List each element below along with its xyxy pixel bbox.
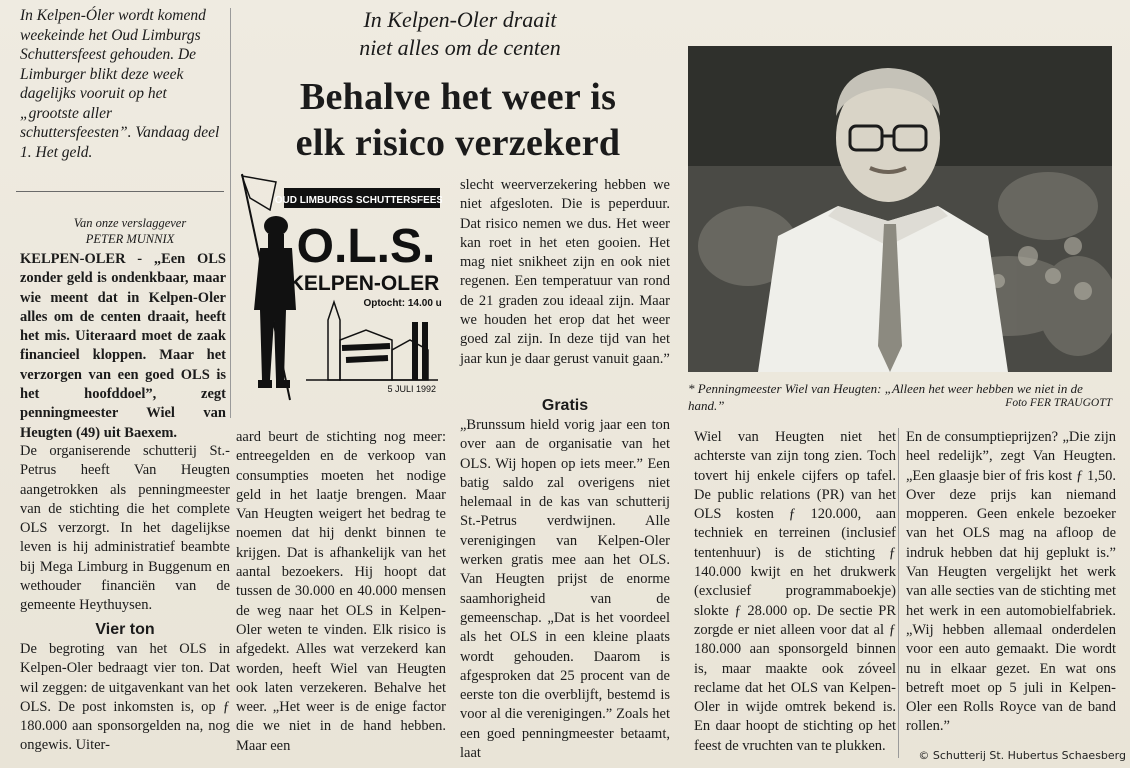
headline	[238, 74, 678, 166]
column-2-top: slecht weerverzekering hebben we niet afgesloten. Die is peperduur. Dat risico nemen we dus. Het weer kan roet in het eten gooien. Het mag niet snikheet zijn en ook niet regenen. Een temperatuur van rond de 21 graden zou ideaal zijn. Maar we houden het erop dat het weer goed zal zijn. In deze tijd van het jaar kun je daar gerust vanuit gaan.”	[460, 177, 670, 367]
ols-logo	[236, 170, 442, 410]
column-rule	[230, 8, 231, 418]
photo-credit: Foto FER TRAUGOTT	[1005, 397, 1112, 409]
column-3-body: aard beurt de stichting nog meer: entreegelden en de verkoop van consumpties moeten het nodige geld in het laatje brengen. Maar Van Heugten weigert het bedrag te noemen dat hij denkt binnen te krijgen. Dat is afhankelijk van het aantal bezoekers. Hij hoopt dat tussen de 30.000 en 40.000 mensen de weg naar het OLS in Kelpen-Oler weten te vinden. Elk risico is afgedekt. Alles wat verzekerd kan worden, heeft Wiel van Heugten ook laten verzekeren. Behalve het weer. „Het weer is de enige factor die we niet in de hand hebben. Maar een	[236, 429, 446, 754]
kicker-line-1: In Kelpen-Oler draait	[363, 7, 557, 32]
village-skyline	[306, 302, 438, 380]
column-2-bottom: „Brunssum hield vorig jaar een ton over aan de organisatie van het OLS. Wij hopen op iets meer.” Een batig saldo zal overigens niet helemaal in de kas van schutterij St.-Petrus verdwijnen. Alle verenigingen van Kelpen-Oler werken gratis mee aan het OLS. Van Heugten prijst de enorme saamhorigheid van de gemeenschap. „Dat is het voordeel als het OLS in een kleine plaats wordt gehouden. Daarom is afgesproken dat 25 procent van de eerste ton die overblijft, bestemd is voor al die verenigingen.” Zoals het een goed penningmeester betaamt, laat	[460, 417, 670, 762]
byline	[40, 215, 220, 247]
photo-caption: * Penningmeester Wiel van Heugten: „Alleen het weer hebben we niet in de hand.”	[688, 381, 1083, 413]
logo-title: O.L.S.	[296, 220, 436, 273]
photo-penningmeester	[688, 46, 1112, 372]
lead-paragraph: KELPEN-OLER - „Een OLS zonder geld is ondenkbaar, maar wie meent dat in Kelpen-Oler alles om de centen draait, heeft het mis. Uiteraard moet de zaak financieel kloppen. Maar het verzorgen van een goed OLS is het hoofddoel”, zegt penningmeester Wiel van Heugten (49) uit Baexem.	[20, 251, 226, 441]
byline-author: PETER MUNNIX	[85, 232, 175, 246]
subhead-gratis: Gratis	[541, 397, 589, 414]
subhead-vier-ton: Vier ton	[95, 621, 155, 638]
column-rule	[898, 428, 899, 758]
flag	[242, 176, 276, 210]
marksman-figure	[254, 216, 296, 388]
column-1-body: De organiserende schutterij St.-Petrus heeft Van Heugten aangetrokken als penningmeester van de stichting die het complete OLS verzorgt. In het dagelijkse leven is hij administratief beambte bij Mega Limburg in Buggenum en wethouder financiën van de gemeente Heythuysen.	[20, 443, 230, 614]
headline-line-1: Behalve het weer is	[299, 76, 617, 118]
divider	[16, 191, 224, 192]
headline-line-2: elk risico verzekerd	[295, 122, 621, 164]
ols-logo-graphic	[236, 170, 442, 410]
column-5-body: En de consumptieprijzen? „Die zijn heel redelijk”, zegt Van Heugten. „Een glaasje bier of fris kost ƒ 1,50. Over deze prijs kan niemand mopperen. Geen enkele bezoeker van het OLS mag na afloop de indruk hebben dat hij geplukt is.” Van Heugten vergelijkt het werk van alle secties van de stichting met het werk in een automobielfabriek. „Wij hebben allemaal onderdelen voor een auto gemaakt. Die wordt nu in elkaar gezet. En wat ons betreft moet op 5 juli in Kelpen-Oler een Rolls Royce van de band rollen.”	[906, 429, 1116, 735]
byline-role: Van onze verslaggever	[73, 216, 187, 230]
intro-text: In Kelpen-Óler wordt komend weekeinde het Oud Limburgs Schuttersfeest gehouden. De Limburger blikt deze week dagelijks vooruit op het „grootste aller schuttersfeesten”. Vandaag deel 1. Het geld.	[20, 7, 220, 161]
logo-optocht: Optocht: 14.00 u.	[363, 298, 442, 309]
photo-graphic	[688, 46, 1112, 372]
kicker-line-2: niet alles om de centen	[359, 35, 561, 60]
logo-date: 5 JULI 1992	[387, 384, 436, 394]
column-1-end: De begroting van het OLS in Kelpen-Oler bedraagt vier ton. Dat wil zeggen: de uitgavenkant van het OLS. De post inkomsten is, op ƒ 180.000 aan sponsorgelden na, nog ongewis. Uiter-	[20, 641, 230, 754]
logo-place: KELPEN-OLER	[288, 272, 440, 295]
kicker	[290, 6, 630, 62]
copyright-notice: © Schutterij St. Hubertus Schaesberg	[918, 749, 1126, 762]
column-4-body: Wiel van Heugten niet het achterste van zijn tong zien. Toch tovert hij enkele cijfers op tafel. De public relations (PR) van het OLS kosten ƒ 120.000, aan techniek en terreinen (inclusief tentenhuur) is de stichting ƒ 140.000 kwijt en het drukwerk (exclusief programmaboekje) slokte ƒ 28.000 op. De sectie PR zorgde er niet alleen voor dat al ƒ 180.000 aan sponsorgeld binnen is, maar maakte ook zóveel reclame dat het OLS van Kelpen-Oler in wijde omtrek bekend is. En daar hoopt de stichting op het feest de vruchten van te plukken.	[694, 429, 896, 754]
logo-banner: OUD LIMBURGS SCHUTTERSFEEST	[274, 195, 442, 206]
